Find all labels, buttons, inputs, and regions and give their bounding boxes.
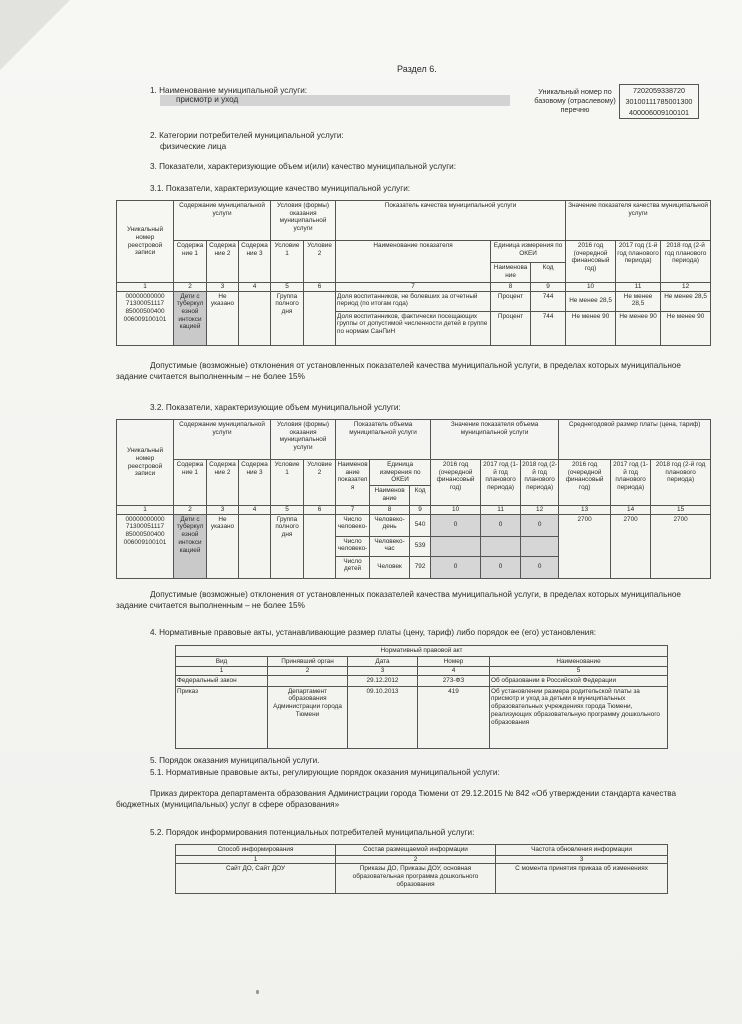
col-number: 1 bbox=[117, 506, 174, 515]
header-act-name: Наименование bbox=[490, 656, 668, 667]
consumers-label: 2. Категории потребителей муниципальной услуги: bbox=[150, 131, 344, 140]
header-legal-act: Нормативный правовой акт bbox=[176, 646, 668, 657]
informing-table bbox=[175, 844, 668, 894]
unit-code: 539 bbox=[410, 536, 431, 556]
header-act-date: Дата bbox=[348, 656, 418, 667]
value-2017: Не менее 28,5 bbox=[616, 291, 661, 311]
header-act-type: Вид bbox=[176, 656, 268, 667]
col-number: 6 bbox=[304, 506, 336, 515]
col-number: 3 bbox=[207, 283, 239, 292]
quality-indicators-table bbox=[116, 200, 711, 346]
section-5-1-text: Приказ директора департамента образования Администрации города Тюмени от 29.12.2015 № 842 «Об утверждении стандарта качества бюджетных (муниципальных) услуг в сфере образования» bbox=[116, 789, 677, 809]
registry-number: 00000000000 71300051117 85000500400 006009100101 bbox=[117, 514, 174, 578]
col-number: 4 bbox=[239, 506, 271, 515]
act-name: Об образовании в Российской Федерации bbox=[490, 676, 668, 687]
act-authority bbox=[268, 676, 348, 687]
col-number: 5 bbox=[271, 283, 304, 292]
act-authority: Департамент образования Администрации города Тюмени bbox=[268, 686, 348, 748]
value-2016: Не менее 28,5 bbox=[566, 291, 616, 311]
price-2016: 2700 bbox=[559, 514, 611, 578]
header-quality-indicator: Показатель качества муниципальной услуги bbox=[336, 201, 566, 241]
col-number: 7 bbox=[336, 283, 491, 292]
header-act-number: Номер bbox=[418, 656, 490, 667]
header-year-2018: 2018 год (2-й год планового периода) bbox=[661, 241, 711, 283]
unique-number-3: 400006009100101 bbox=[629, 108, 689, 117]
value-2018: Не менее 28,5 bbox=[661, 291, 711, 311]
legal-acts-table bbox=[175, 645, 668, 749]
col-number: 14 bbox=[611, 506, 651, 515]
price-2018: 2700 bbox=[651, 514, 711, 578]
col-number: 13 bbox=[559, 506, 611, 515]
service-name-value: присмотр и уход bbox=[160, 95, 510, 106]
section-4-heading: 4. Нормативные правовые акты, устанавливающие размер платы (цену, тариф) либо порядок ее (его) установления: bbox=[150, 628, 597, 637]
header-price-2018: 2018 год (2-й год планового периода) bbox=[651, 460, 711, 506]
header-year-2016: 2016 год (очередной финансовый год) bbox=[566, 241, 616, 283]
header-unit-name: Наименов ание bbox=[370, 486, 410, 506]
value-2017: Не менее 90 bbox=[616, 311, 661, 345]
col-number: 1 bbox=[176, 667, 268, 676]
col-number: 8 bbox=[491, 283, 531, 292]
section-5-heading: 5. Порядок оказания муниципальной услуги. bbox=[150, 756, 320, 765]
header-registry-number: Уникальный номер реестровой записи bbox=[117, 201, 174, 283]
col-number: 12 bbox=[521, 506, 559, 515]
unit-name: Человеко-час bbox=[370, 536, 410, 556]
unit-code: 540 bbox=[410, 514, 431, 536]
unit-name: Процент bbox=[491, 291, 531, 311]
unit-code: 792 bbox=[410, 556, 431, 578]
header-content-1: Содержа ние 1 bbox=[174, 460, 207, 506]
indicator-name: Число человеко- bbox=[336, 514, 370, 536]
col-number: 3 bbox=[496, 855, 668, 864]
col-number: 4 bbox=[418, 667, 490, 676]
volume-2018 bbox=[521, 536, 559, 556]
col-number: 2 bbox=[336, 855, 496, 864]
col-number: 1 bbox=[176, 855, 336, 864]
header-indicator-name: Наименов ание показател я bbox=[336, 460, 370, 506]
unit-code: 744 bbox=[531, 291, 566, 311]
indicator-name: Число детей bbox=[336, 556, 370, 578]
unique-number-box bbox=[619, 84, 699, 119]
header-year-2017: 2017 год (1-й год планового периода) bbox=[616, 241, 661, 283]
header-unit: Единица измерения по ОКЕИ bbox=[370, 460, 431, 486]
col-number: 2 bbox=[268, 667, 348, 676]
col-number: 7 bbox=[336, 506, 370, 515]
header-registry-number: Уникальный номер реестровой записи bbox=[117, 420, 174, 506]
header-content-3: Содержа ние 3 bbox=[239, 241, 271, 283]
col-number: 1 bbox=[117, 283, 174, 292]
volume-2016: 0 bbox=[431, 556, 481, 578]
header-year-2018: 2018 год (2-й год планового периода) bbox=[521, 460, 559, 506]
section-3-1-heading: 3.1. Показатели, характеризующие качество муниципальной услуги: bbox=[150, 184, 411, 193]
content-1-value: Дети с туберкул езной интокси кацией bbox=[174, 514, 207, 578]
unit-name: Человек bbox=[370, 556, 410, 578]
section-3-2-heading: 3.2. Показатели, характеризующие объем муниципальной услуги: bbox=[150, 403, 401, 412]
header-unit: Единица измерения по ОКЕИ bbox=[491, 241, 566, 263]
page-fold-shadow bbox=[0, 0, 70, 70]
unit-name: Процент bbox=[491, 311, 531, 345]
header-average-price: Среднегодовой размер платы (цена, тариф) bbox=[559, 420, 711, 460]
header-act-authority: Принявший орган bbox=[268, 656, 348, 667]
header-condition-2: Условие 2 bbox=[304, 241, 336, 283]
col-number: 9 bbox=[410, 506, 431, 515]
unique-number-1: 7202059338720 bbox=[633, 86, 685, 95]
content-2-value: Не указано bbox=[207, 291, 239, 345]
header-inform-content: Состав размещаемой информации bbox=[336, 845, 496, 856]
volume-indicators-table bbox=[116, 419, 711, 579]
act-date: 09.10.2013 bbox=[348, 686, 418, 748]
registry-number: 00000000000 71300051117 85000500400 006009100101 bbox=[117, 291, 174, 345]
header-volume-indicator: Показатель объема муниципальной услуги bbox=[336, 420, 431, 460]
col-number: 2 bbox=[174, 506, 207, 515]
indicator-name: Доля воспитанников, не болевших за отчетный период (по итогам года) bbox=[336, 291, 491, 311]
indicator-name: Число человеко- bbox=[336, 536, 370, 556]
act-number: 419 bbox=[418, 686, 490, 748]
section-title: Раздел 6. bbox=[397, 64, 437, 74]
inform-frequency: С момента принятия приказа об изменениях bbox=[496, 864, 668, 894]
unique-number-label: Уникальный номер по базовому (отраслевому) перечню bbox=[534, 87, 616, 114]
col-number: 8 bbox=[370, 506, 410, 515]
consumers-value: физические лица bbox=[160, 142, 227, 151]
header-condition-2: Условие 2 bbox=[304, 460, 336, 506]
act-name: Об установлении размера родительской платы за присмотр и уход за детьми в муниципальных образовательных учреждениях города Тюмени, реализующих образовательную программу дошкольного образования bbox=[490, 686, 668, 748]
volume-2017: 0 bbox=[481, 556, 521, 578]
section-5-2-heading: 5.2. Порядок информирования потенциальных потребителей муниципальной услуги: bbox=[150, 828, 475, 837]
inform-content: Приказы ДО, Приказы ДОУ, основная образовательная программа дошкольного образования bbox=[336, 864, 496, 894]
header-condition-1: Условие 1 bbox=[271, 241, 304, 283]
header-unit-code: Код bbox=[410, 486, 431, 506]
header-unit-code: Код bbox=[531, 263, 566, 283]
col-number: 15 bbox=[651, 506, 711, 515]
header-service-content: Содержание муниципальной услуги bbox=[174, 420, 271, 460]
header-year-2016: 2016 год (очередной финансовый год) bbox=[431, 460, 481, 506]
col-number: 5 bbox=[490, 667, 668, 676]
col-number: 10 bbox=[431, 506, 481, 515]
act-type: Приказ bbox=[176, 686, 268, 748]
col-number: 9 bbox=[531, 283, 566, 292]
scan-speck bbox=[256, 990, 259, 994]
header-unit-name: Наименова ние bbox=[491, 263, 531, 283]
volume-2017: 0 bbox=[481, 514, 521, 536]
header-content-3: Содержа ние 3 bbox=[239, 460, 271, 506]
unit-code: 744 bbox=[531, 311, 566, 345]
condition-1-value: Группа полного дня bbox=[271, 514, 304, 578]
header-service-content: Содержание муниципальной услуги bbox=[174, 201, 271, 241]
deviation-note-2: Допустимые (возможные) отклонения от установленных показателей качества муниципальной услуги, в пределах которых муниципальное задание считается выполненным – не более 15% bbox=[116, 590, 681, 610]
header-condition-1: Условие 1 bbox=[271, 460, 304, 506]
header-content-1: Содержа ние 1 bbox=[174, 241, 207, 283]
col-number: 11 bbox=[616, 283, 661, 292]
header-year-2017: 2017 год (1-й год планового периода) bbox=[481, 460, 521, 506]
col-number: 5 bbox=[271, 506, 304, 515]
header-content-2: Содержа ние 2 bbox=[207, 460, 239, 506]
header-indicator-value: Значение показателя качества муниципальной услуги bbox=[566, 201, 711, 241]
indicator-name: Доля воспитанников, фактически посещающих группы от допустимой численности детей в группе по нормам СанПиН bbox=[336, 311, 491, 345]
col-number: 11 bbox=[481, 506, 521, 515]
act-type: Федеральный закон bbox=[176, 676, 268, 687]
value-2018: Не менее 90 bbox=[661, 311, 711, 345]
service-name-label: 1. Наименование муниципальной услуги: bbox=[150, 86, 308, 95]
content-2-value: Не указано bbox=[207, 514, 239, 578]
section-3-heading: 3. Показатели, характеризующие объем и(или) качество муниципальной услуги: bbox=[150, 162, 457, 171]
unique-number-2: 30100111785001300 bbox=[625, 97, 693, 106]
volume-2016 bbox=[431, 536, 481, 556]
content-3-value bbox=[239, 291, 271, 345]
header-price-2017: 2017 год (1-й год планового периода) bbox=[611, 460, 651, 506]
col-number: 12 bbox=[661, 283, 711, 292]
header-price-2016: 2016 год (очередной финансовый год) bbox=[559, 460, 611, 506]
unit-name: Человеко-день bbox=[370, 514, 410, 536]
inform-method: Сайт ДО, Сайт ДОУ bbox=[176, 864, 336, 894]
condition-1-value: Группа полного дня bbox=[271, 291, 304, 345]
col-number: 3 bbox=[348, 667, 418, 676]
volume-2017 bbox=[481, 536, 521, 556]
content-1-value: Дети с туберкул езной интокси кацией bbox=[174, 291, 207, 345]
act-date: 29.12.2012 bbox=[348, 676, 418, 687]
volume-2018: 0 bbox=[521, 514, 559, 536]
col-number: 6 bbox=[304, 283, 336, 292]
col-number: 2 bbox=[174, 283, 207, 292]
content-3-value bbox=[239, 514, 271, 578]
volume-2018: 0 bbox=[521, 556, 559, 578]
col-number: 3 bbox=[207, 506, 239, 515]
header-service-conditions: Условия (формы) оказания муниципальной услуги bbox=[271, 420, 336, 460]
header-content-2: Содержа ние 2 bbox=[207, 241, 239, 283]
act-number: 273-ФЗ bbox=[418, 676, 490, 687]
section-5-1-heading: 5.1. Нормативные правовые акты, регулирующие порядок оказания муниципальной услуги: bbox=[150, 768, 500, 777]
header-indicator-name: Наименование показателя bbox=[336, 241, 491, 283]
col-number: 10 bbox=[566, 283, 616, 292]
condition-2-value bbox=[304, 514, 336, 578]
value-2016: Не менее 90 bbox=[566, 311, 616, 345]
header-inform-frequency: Частота обновления информации bbox=[496, 845, 668, 856]
header-volume-value: Значение показателя объема муниципальной услуги bbox=[431, 420, 559, 460]
volume-2016: 0 bbox=[431, 514, 481, 536]
deviation-note-1: Допустимые (возможные) отклонения от установленных показателей качества муниципальной услуги, в пределах которых муниципальное задание считается выполненным – не более 15% bbox=[116, 361, 681, 381]
price-2017: 2700 bbox=[611, 514, 651, 578]
header-inform-method: Способ информирования bbox=[176, 845, 336, 856]
header-service-conditions: Условия (формы) оказания муниципальной услуги bbox=[271, 201, 336, 241]
col-number: 4 bbox=[239, 283, 271, 292]
condition-2-value bbox=[304, 291, 336, 345]
